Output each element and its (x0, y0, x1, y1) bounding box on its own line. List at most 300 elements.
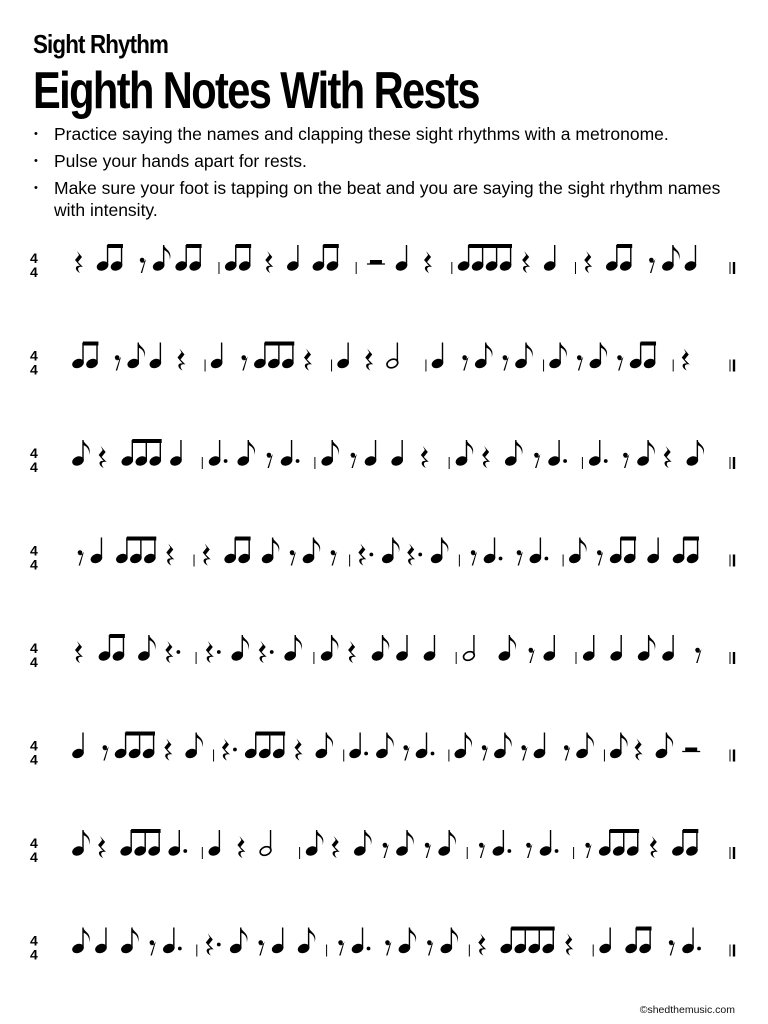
rhythm-symbol-qd (348, 733, 368, 760)
rhythm-symbol-qr (682, 349, 690, 371)
rhythm-symbol-8p (624, 927, 651, 955)
eighth-beam (109, 634, 124, 638)
quarter-rest (407, 544, 415, 566)
rhythm-symbol-8p (672, 537, 699, 565)
rhythm-symbol-q (94, 928, 107, 955)
eighth-beam (126, 732, 155, 736)
rhythm-symbol-qrd (206, 641, 221, 663)
eighth-rest-dot (150, 940, 155, 945)
augmentation-dot (224, 459, 228, 463)
eighth-rest-dot (669, 940, 674, 945)
augmentation-dot (431, 752, 435, 756)
eighth-rest-dot (140, 258, 145, 263)
rhythm-symbol-8 (305, 830, 323, 857)
eighth-flag (164, 245, 171, 260)
quarter-rest (332, 836, 340, 858)
rhythm-symbol-8 (261, 538, 279, 565)
eighth-rest-dot (471, 550, 476, 555)
rhythm-symbol-er (526, 843, 532, 858)
eighth-rest-dot (290, 550, 295, 555)
rhythm-symbol-8 (371, 635, 389, 662)
rhythm-symbol-qd (208, 440, 228, 467)
rhythm-symbol-er (521, 745, 527, 760)
rhythm-symbol-qd (415, 733, 435, 760)
quarter-rest (259, 641, 267, 663)
rhythm-symbol-q (395, 635, 408, 662)
eighth-rest-dot (479, 843, 484, 848)
eighth-flag (313, 538, 320, 553)
augmentation-dot (544, 557, 548, 561)
time-signature-bottom: 4 (30, 751, 38, 768)
eighth-beam (132, 439, 161, 443)
rhythm-symbol-q (684, 245, 697, 272)
rhythm-symbol-qd (280, 440, 300, 467)
rhythm-symbol-qrd (259, 641, 274, 663)
eighth-beam (265, 342, 294, 346)
rhythm-symbol-8p (609, 537, 636, 565)
eighth-flag (505, 733, 512, 748)
rhythm-symbol-q (90, 538, 103, 565)
rhythm-symbol-q (543, 635, 556, 662)
time-signature (30, 933, 38, 963)
quarter-rest (424, 251, 432, 273)
rhythm-symbol-8p (224, 244, 251, 272)
rhythm-symbol-q (431, 343, 444, 370)
rhythm-symbol-q (582, 635, 595, 662)
eighth-rest-dot (78, 550, 83, 555)
time-signature (30, 445, 38, 475)
rhythm-symbol-8p (96, 244, 123, 272)
rhythm-symbol-er (577, 355, 583, 370)
augmentation-dot (369, 553, 373, 557)
augmentation-dot (178, 947, 182, 951)
rhythm-symbol-q (149, 343, 162, 370)
eighth-rest-dot (617, 355, 622, 360)
rhythm-symbol-8 (636, 440, 654, 467)
eighth-flag (666, 733, 673, 748)
rhythm-symbol-qr (421, 446, 429, 468)
copyright-credit: ©shedthemusic.com (639, 1004, 735, 1016)
augmentation-dot (367, 947, 371, 951)
eighth-flag (309, 928, 316, 943)
rhythm-symbol-qrd (358, 544, 373, 566)
eighth-flag (697, 440, 704, 455)
eighth-flag (465, 733, 472, 748)
rhythm-symbol-q (286, 245, 299, 272)
quarter-rest (565, 934, 573, 956)
rhythm-symbol-8 (430, 538, 448, 565)
rhythm-symbol-qd (539, 830, 559, 857)
rhythm-symbol-qr (348, 641, 356, 663)
quarter-rest (98, 836, 106, 858)
worksheet-title: Eighth Notes With Rests (33, 62, 479, 120)
eighth-beam (621, 537, 636, 541)
eighth-flag (138, 343, 145, 358)
rhythm-symbol-er (564, 745, 570, 760)
eighth-flag (466, 440, 473, 455)
eighth-rest-dot (102, 745, 107, 750)
time-signature-top: 4 (30, 737, 38, 754)
quarter-rest (222, 739, 230, 761)
rhythm-symbol-8 (231, 635, 249, 662)
eighth-flag (393, 538, 400, 553)
quarter-rest (165, 641, 173, 663)
rhythm-symbol-qr (650, 836, 658, 858)
rhythm-symbol-8 (454, 733, 472, 760)
quarter-rest (166, 544, 174, 566)
rhythm-symbol-8 (283, 635, 301, 662)
worksheet-subtitle: Sight Rhythm (33, 29, 169, 59)
rhythm-symbol-qr (75, 251, 83, 273)
eighth-flag (600, 343, 607, 358)
rhythm-symbol-8 (655, 733, 673, 760)
rhythm-symbol-q (71, 733, 84, 760)
eighth-rest-dot (695, 648, 700, 653)
eighth-flag (649, 635, 656, 650)
eighth-rest-dot (597, 550, 602, 555)
rhythm-symbol-er (517, 550, 523, 565)
rhythm-symbol-q (210, 343, 223, 370)
augmentation-dot (697, 947, 701, 951)
rhythm-symbol-8 (398, 928, 416, 955)
rhythm-line (30, 439, 734, 475)
rhythm-symbol-qr (237, 836, 245, 858)
rhythm-symbol-qr (99, 446, 107, 468)
eighth-rest-dot (427, 940, 432, 945)
rhythm-symbol-8 (609, 733, 627, 760)
rhythm-symbol-er (331, 550, 337, 565)
eighth-flag (83, 830, 90, 845)
rhythm-symbol-qd (168, 830, 188, 857)
rhythm-symbol-8 (137, 635, 155, 662)
eighth-rest-dot (526, 843, 531, 848)
time-signature-top: 4 (30, 932, 38, 949)
rhythm-symbol-h (462, 635, 475, 662)
eighth-flag (409, 928, 416, 943)
rhythm-symbol-8p (605, 244, 632, 272)
eighth-beam (127, 537, 156, 541)
header (33, 28, 590, 120)
eighth-flag (365, 830, 372, 845)
rhythm-symbol-er (471, 550, 477, 565)
rhythm-symbol-er (403, 745, 409, 760)
eighth-rest-dot (623, 453, 628, 458)
eighth-rest-dot (534, 453, 539, 458)
rhythm-symbol-8 (120, 928, 138, 955)
rhythm-symbol-8b4 (500, 927, 555, 955)
rhythm-symbol-er (482, 745, 488, 760)
rhythm-symbol-qr (365, 349, 373, 371)
rhythm-symbol-qd (492, 830, 512, 857)
augmentation-dot (499, 557, 503, 561)
rhythm-symbol-q (646, 538, 659, 565)
rhythm-symbol-qd (351, 928, 371, 955)
rhythm-symbol-8b3 (115, 537, 156, 565)
quarter-rest (75, 641, 83, 663)
augmentation-dot (270, 650, 274, 654)
rhythm-symbol-qd (483, 538, 503, 565)
rhythm-symbol-er (140, 258, 146, 273)
rhythm-symbol-8 (71, 440, 89, 467)
time-signature-top: 4 (30, 445, 38, 461)
instructions-list (30, 123, 740, 226)
eighth-rest-dot (503, 355, 508, 360)
rhythm-symbol-qrd (222, 739, 237, 761)
quarter-rest (348, 641, 356, 663)
rhythm-symbol-8p (98, 634, 125, 662)
augmentation-dot (217, 943, 221, 947)
eighth-beam (684, 537, 699, 541)
rhythm-symbol-qr (164, 739, 172, 761)
rhythm-symbol-8 (589, 343, 607, 370)
rhythm-symbol-qr (295, 739, 303, 761)
time-signature (30, 835, 38, 865)
time-signature-top: 4 (30, 542, 38, 559)
eighth-flag (526, 343, 533, 358)
augmentation-dot (364, 752, 368, 756)
rhythm-symbol-qd (162, 928, 182, 955)
eighth-beam (83, 342, 98, 346)
rhythm-symbol-qr (478, 934, 486, 956)
quarter-rest (478, 934, 486, 956)
time-signature-top: 4 (30, 347, 38, 364)
quarter-rest (664, 446, 672, 468)
time-signature (30, 250, 38, 280)
eighth-rest-dot (521, 745, 526, 750)
rhythm-symbol-qrd (165, 641, 180, 663)
rhythm-symbol-8 (381, 538, 399, 565)
time-signature-bottom: 4 (30, 556, 38, 573)
rhythm-symbol-er (623, 453, 629, 468)
rhythm-symbol-8 (315, 733, 333, 760)
eighth-rest-dot (241, 355, 246, 360)
rhythm-symbol-q (533, 733, 546, 760)
rhythm-symbol-8b3 (244, 732, 285, 760)
rhythm-symbol-8 (637, 635, 655, 662)
time-signature-top: 4 (30, 835, 38, 851)
eighth-flag (486, 343, 493, 358)
rhythm-symbol-qrd (407, 544, 422, 566)
rhythm-symbol-8b4 (457, 244, 512, 272)
rhythm-symbol-qd (681, 928, 701, 955)
eighth-flag (196, 733, 203, 748)
eighth-rest-dot (564, 745, 569, 750)
rhythm-symbol-qr (522, 251, 530, 273)
rhythm-symbol-h (259, 830, 272, 857)
rhythm-symbol-q (271, 928, 284, 955)
rhythm-symbol-qr (98, 836, 106, 858)
rhythm-symbol-er (503, 355, 509, 370)
time-signature-bottom: 4 (30, 946, 38, 963)
quarter-rest (365, 349, 373, 371)
eighth-flag (509, 635, 516, 650)
rhythm-symbol-qr (304, 349, 312, 371)
rhythm-symbol-8 (237, 440, 255, 467)
rhythm-symbol-q (423, 635, 436, 662)
rhythm-symbol-8p (71, 342, 98, 370)
rhythm-symbol-qr (482, 446, 490, 468)
eighth-rest-dot (267, 453, 272, 458)
rhythm-symbol-hr (367, 260, 385, 264)
eighth-beam (641, 342, 656, 346)
rhythm-symbol-q (661, 635, 674, 662)
eighth-rest-dot (517, 550, 522, 555)
eighth-beam (610, 829, 639, 833)
eighth-flag (83, 928, 90, 943)
eighth-beam (186, 244, 201, 248)
rhythm-symbol-8p (312, 244, 339, 272)
quarter-rest (237, 836, 245, 858)
rhythm-symbol-er (351, 453, 357, 468)
rhythm-symbol-qr (203, 544, 211, 566)
rhythm-symbol-er (241, 355, 247, 370)
eighth-rest-dot (482, 745, 487, 750)
rhythm-symbol-qr (178, 349, 186, 371)
rhythm-symbol-8 (575, 733, 593, 760)
eighth-flag (587, 733, 594, 748)
quarter-rest (304, 349, 312, 371)
eighth-flag (449, 830, 456, 845)
rhythm-line (30, 342, 734, 378)
rhythm-symbol-q (390, 440, 403, 467)
augmentation-dot (418, 553, 422, 557)
eighth-flag (326, 733, 333, 748)
instruction-item: • Make sure your foot is tapping on the beat and you are saying the sight rhythm names with intensity. (30, 177, 740, 221)
time-signature-top: 4 (30, 250, 38, 266)
rhythm-symbol-er (383, 843, 389, 858)
augmentation-dot (176, 650, 180, 654)
rhythm-symbol-8 (320, 635, 338, 662)
rhythm-symbol-8 (71, 830, 89, 857)
rhythm-symbol-er (267, 453, 273, 468)
rhythm-symbol-er (695, 648, 701, 663)
rhythm-symbol-er (649, 258, 655, 273)
rhythm-symbol-8 (661, 245, 679, 272)
quarter-rest (522, 251, 530, 273)
rhythm-symbol-er (617, 355, 623, 370)
half-rest (370, 260, 382, 264)
rhythm-symbol-8 (229, 928, 247, 955)
rhythm-symbol-8 (395, 830, 413, 857)
time-signature (30, 640, 38, 670)
rhythm-symbol-qrd (206, 934, 221, 956)
instruction-item: • Pulse your hands apart for rests. (30, 150, 740, 172)
rhythm-symbol-q (598, 928, 611, 955)
eighth-flag (242, 635, 249, 650)
time-signature-top: 4 (30, 640, 38, 656)
eighth-flag (621, 733, 628, 748)
eighth-flag (273, 538, 280, 553)
quarter-rest (265, 251, 273, 273)
eighth-beam (256, 732, 285, 736)
eighth-rest-dot (331, 550, 336, 555)
rhythm-symbol-er (427, 940, 433, 955)
eighth-flag (132, 928, 139, 943)
eighth-flag (383, 635, 390, 650)
rhythm-symbol-8 (504, 440, 522, 467)
rhythm-symbol-q (395, 245, 408, 272)
eighth-flag (648, 440, 655, 455)
rhythm-symbol-8 (320, 440, 338, 467)
eighth-flag (560, 343, 567, 358)
time-signature-bottom: 4 (30, 264, 38, 280)
rhythm-line (30, 732, 734, 768)
eighth-beam (131, 829, 160, 833)
rhythm-symbol-er (534, 453, 540, 468)
rhythm-symbol-8b3 (598, 829, 639, 857)
rhythm-symbol-er (338, 940, 344, 955)
eighth-beam (617, 244, 632, 248)
quarter-rest (682, 349, 690, 371)
rhythm-symbol-8p (174, 244, 201, 272)
rhythm-symbol-q (169, 440, 182, 467)
rhythm-symbol-qr (75, 641, 83, 663)
augmentation-dot (233, 748, 237, 752)
rhythm-symbol-8b3 (121, 439, 162, 467)
eighth-flag (332, 440, 339, 455)
quarter-rest (178, 349, 186, 371)
quarter-rest (295, 739, 303, 761)
augmentation-dot (183, 849, 187, 853)
augmentation-dot (507, 849, 511, 853)
rhythm-line (30, 634, 734, 670)
augmentation-dot (296, 459, 300, 463)
rhythm-symbol-er (102, 745, 108, 760)
rhythm-symbol-8 (514, 343, 532, 370)
rhythm-symbol-qr (166, 544, 174, 566)
quarter-rest (635, 739, 643, 761)
rhythm-symbol-qr (584, 251, 592, 273)
quarter-rest (358, 544, 366, 566)
eighth-beam (636, 927, 651, 931)
rhythm-symbol-8 (127, 343, 145, 370)
rhythm-symbol-qr (664, 446, 672, 468)
rhythm-symbol-er (479, 843, 485, 858)
rhythm-symbol-er (425, 843, 431, 858)
rhythm-symbol-qr (565, 934, 573, 956)
rhythm-symbol-qr (635, 739, 643, 761)
eighth-flag (451, 928, 458, 943)
eighth-rest-dot (462, 355, 467, 360)
rhythm-symbol-qr (424, 251, 432, 273)
quarter-rest (482, 446, 490, 468)
rhythm-symbol-er (669, 940, 675, 955)
rhythm-symbol-8p (671, 829, 698, 857)
rhythm-symbol-8 (548, 343, 566, 370)
rhythm-symbol-q (336, 343, 349, 370)
eighth-rest-dot (425, 843, 430, 848)
rhythm-symbol-h (386, 343, 399, 370)
eighth-rest-dot (338, 940, 343, 945)
eighth-flag (241, 928, 248, 943)
rhythm-symbol-8 (184, 733, 202, 760)
quarter-rest (206, 934, 214, 956)
eighth-rest-dot (115, 355, 120, 360)
quarter-rest (203, 544, 211, 566)
instruction-item: • Practice saying the names and clapping these sight rhythms with a metronome. (30, 123, 740, 145)
eighth-beam (683, 829, 698, 833)
eighth-rest-dot (351, 453, 356, 458)
rhythm-line (30, 537, 734, 573)
rhythm-line (30, 927, 734, 963)
time-signature-bottom: 4 (30, 459, 38, 475)
eighth-rest-dot (383, 843, 388, 848)
rhythm-symbol-8 (437, 830, 455, 857)
rhythm-symbol-8 (152, 245, 170, 272)
rhythm-symbol-8b3 (253, 342, 294, 370)
rhythm-symbol-8 (686, 440, 704, 467)
augmentation-dot (217, 650, 221, 654)
